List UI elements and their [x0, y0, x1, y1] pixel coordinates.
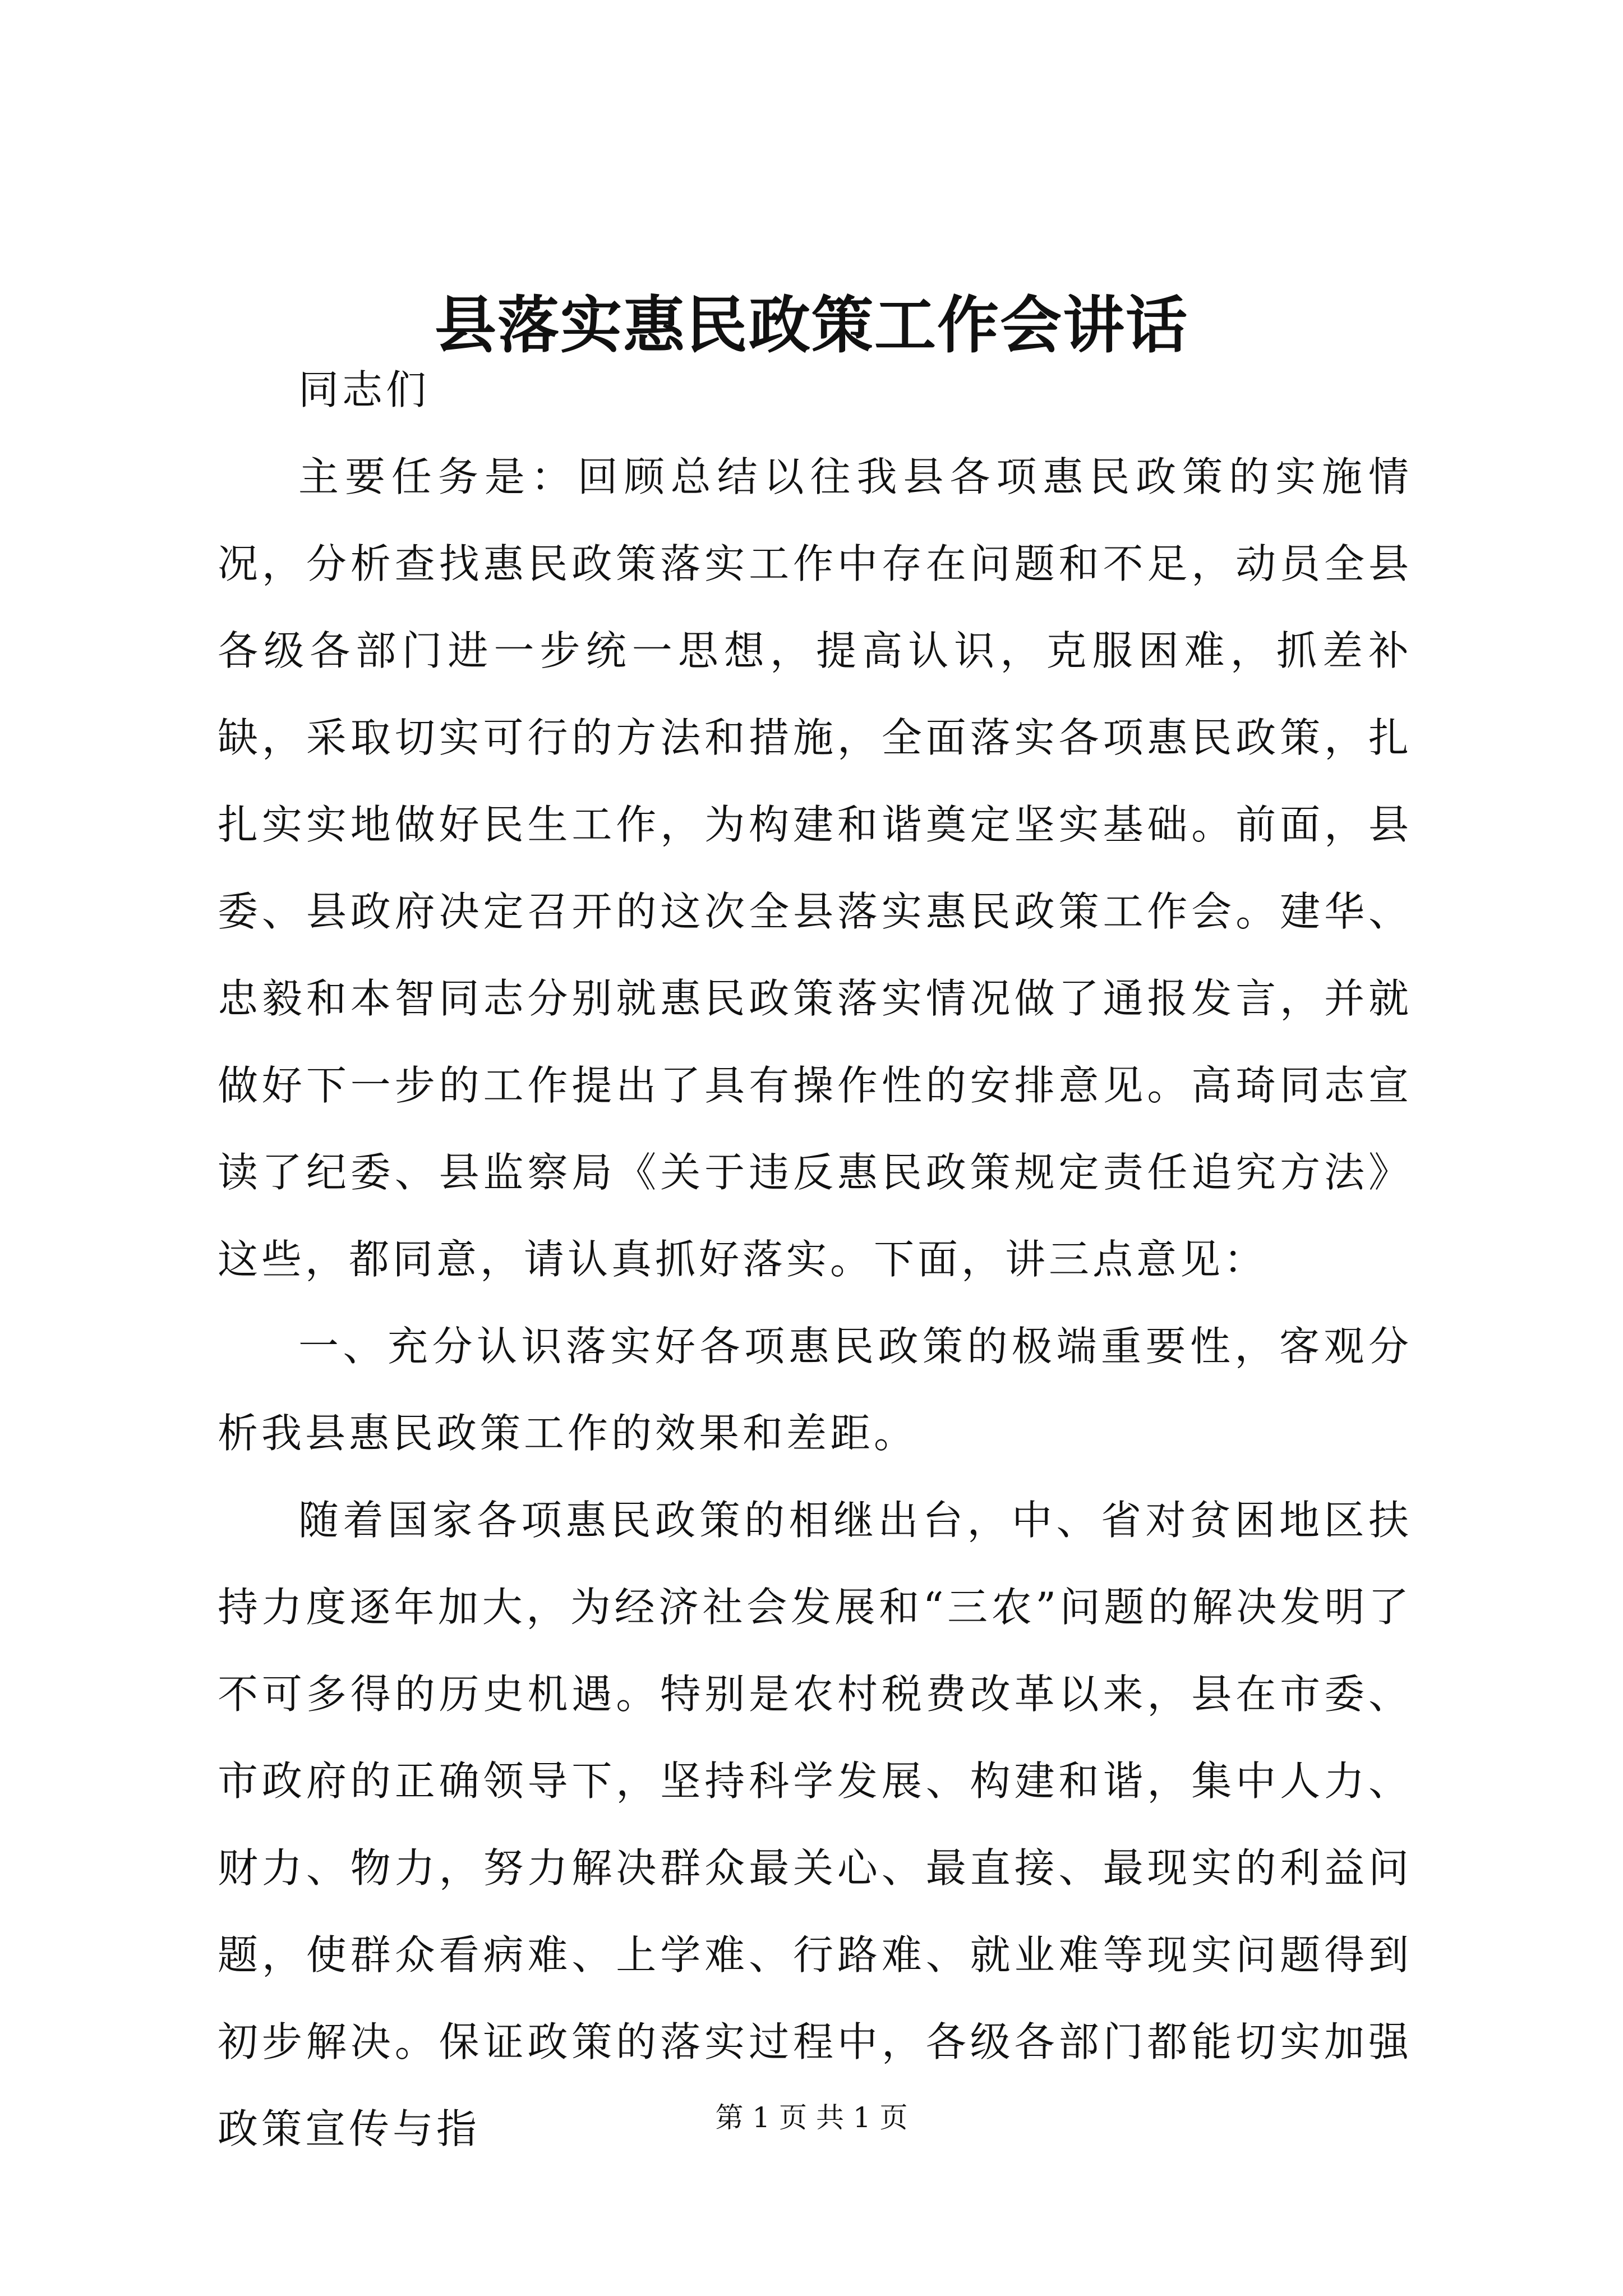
section-one-heading: 一、充分认识落实好各项惠民政策的极端重要性，客观分析我县惠民政策工作的效果和差距。 — [218, 1323, 1412, 1457]
body-paragraph: 随着国家各项惠民政策的相继出台，中、省对贫困地区扶持力度逐年加大，为经济社会发展和“三农”问题的解决发明了不可多得的历史机遇。特别是农村税费改革以来，县在市委、市政府的正确领导下，坚持科学发展、构建和谐，集中人力、财力、物力，努力解决群众最关心、最直接、最现实的利益问题，使群众看病难、上学难、行路难、就业难等现实问题得到初步解决。保证政策的落实过程中，各级各部门都能切实加强政策宣传与指 — [218, 1497, 1412, 2152]
document-body — [218, 347, 1412, 2173]
intro-paragraph: 主要任务是：回顾总结以往我县各项惠民政策的实施情况，分析查找惠民政策落实工作中存在问题和不足，动员全县各级各部门进一步统一思想，提高认识，克服困难，抓差补缺，采取切实可行的方法和措施，全面落实各项惠民政策，扎扎实实地做好民生工作，为构建和谐奠定坚实基础。前面，县委、县政府决定召开的这次全县落实惠民政策工作会。建华、忠毅和本智同志分别就惠民政策落实情况做了通报发言，并就做好下一步的工作提出了具有操作性的安排意见。高琦同志宣读了纪委、县监察局《关于违反惠民政策规定责任追究方法》这些，都同意，请认真抓好落实。下面，讲三点意见： — [218, 453, 1412, 1283]
page-footer: 第 1 页 共 1 页 — [715, 2101, 908, 2134]
salutation-paragraph: 同志们 — [298, 366, 430, 413]
document-title: 县落实惠民政策工作会讲话 — [435, 289, 1188, 361]
